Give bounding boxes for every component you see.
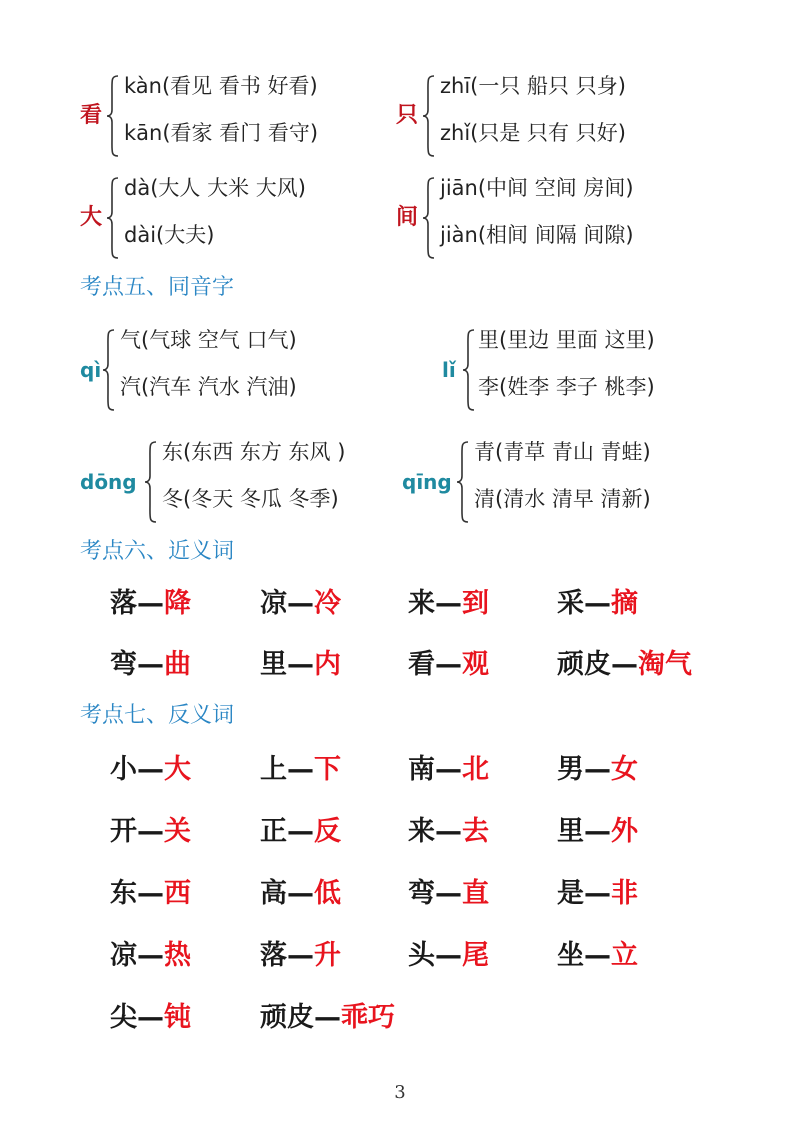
- poly-char: 间: [396, 205, 419, 230]
- pinyin-label: lǐ: [442, 358, 456, 382]
- homophone-words: 东(东西 东方 东风 ): [162, 440, 346, 464]
- antonym-pair: 南—北: [408, 754, 489, 785]
- antonym-pair: 头—尾: [408, 940, 489, 971]
- brace-icon: [422, 176, 436, 260]
- antonym-pair: 是—非: [557, 878, 638, 909]
- poly-reading: zhī(一只 船只 只身): [440, 74, 626, 98]
- antonym-pair: 开—关: [110, 816, 191, 847]
- antonym-pair: 高—低: [260, 878, 341, 909]
- antonym-pair: 来—去: [408, 816, 489, 847]
- antonym-pair: 顽皮—乖巧: [260, 1002, 395, 1033]
- poly-reading: dà(大人 大米 大风): [124, 176, 306, 200]
- polyphonic-entry-da: [80, 172, 400, 264]
- poly-reading: kàn(看见 看书 好看): [124, 74, 318, 98]
- pinyin-label: dōng: [80, 470, 137, 494]
- antonym-pair: 尖—钝: [110, 1002, 191, 1033]
- homophone-words: 气(气球 空气 口气): [120, 328, 297, 352]
- poly-reading: jiàn(相间 间隔 间隙): [440, 223, 634, 247]
- pinyin-label: qì: [80, 358, 102, 382]
- synonym-pair: 来—到: [408, 588, 489, 619]
- homophone-words: 汽(汽车 汽水 汽油): [120, 375, 297, 399]
- synonym-pair: 凉—冷: [260, 588, 341, 619]
- poly-reading: zhǐ(只是 只有 只好): [440, 121, 626, 145]
- homophone-entry-dong: [80, 436, 400, 528]
- homophone-words: 冬(冬天 冬瓜 冬季): [162, 487, 339, 511]
- page-number: 3: [394, 1082, 406, 1103]
- brace-icon: [102, 328, 116, 412]
- synonym-pair: 弯—曲: [110, 649, 191, 680]
- brace-icon: [422, 74, 436, 158]
- brace-icon: [456, 440, 470, 524]
- homophone-words: 李(姓李 李子 桃李): [478, 375, 655, 399]
- antonym-pair: 上—下: [260, 754, 341, 785]
- brace-icon: [144, 440, 158, 524]
- pinyin-label: qīng: [402, 470, 452, 494]
- antonym-pair: 弯—直: [408, 878, 489, 909]
- homophone-words: 清(清水 清早 清新): [474, 487, 651, 511]
- brace-icon: [106, 74, 120, 158]
- homophone-words: 里(里边 里面 这里): [478, 328, 655, 352]
- antonym-pair: 落—升: [260, 940, 341, 971]
- synonym-pair: 看—观: [408, 649, 489, 680]
- polyphonic-entry-zhi: [396, 70, 716, 162]
- antonym-pair: 男—女: [557, 754, 638, 785]
- antonym-pair: 小—大: [110, 754, 191, 785]
- synonym-pair: 采—摘: [557, 588, 638, 619]
- antonym-pair: 里—外: [557, 816, 638, 847]
- poly-reading: kān(看家 看门 看守): [124, 121, 319, 145]
- poly-char: 只: [396, 103, 419, 128]
- poly-char: 看: [80, 103, 103, 128]
- section-heading-homophones: 考点五、同音字: [80, 275, 235, 300]
- antonym-pair: 凉—热: [110, 940, 191, 971]
- synonym-pair: 里—内: [260, 649, 341, 680]
- homophone-entry-li: [442, 324, 742, 416]
- section-heading-synonyms: 考点六、近义词: [80, 539, 235, 564]
- antonym-pair: 正—反: [260, 816, 341, 847]
- section-heading-antonyms: 考点七、反义词: [80, 703, 235, 728]
- brace-icon: [462, 328, 476, 412]
- homophone-entry-qing: [402, 436, 732, 528]
- brace-icon: [106, 176, 120, 260]
- homophone-entry-qi: [80, 324, 380, 416]
- poly-char: 大: [80, 205, 103, 230]
- synonym-pair: 落—降: [110, 588, 191, 619]
- polyphonic-entry-jian: [396, 172, 726, 264]
- homophone-words: 青(青草 青山 青蛙): [474, 440, 651, 464]
- polyphonic-entry-kan: [80, 70, 400, 162]
- synonym-pair: 顽皮—淘气: [557, 649, 692, 680]
- antonym-pair: 东—西: [110, 878, 191, 909]
- poly-reading: dài(大夫): [124, 223, 215, 247]
- poly-reading: jiān(中间 空间 房间): [440, 176, 634, 200]
- antonym-pair: 坐—立: [557, 940, 638, 971]
